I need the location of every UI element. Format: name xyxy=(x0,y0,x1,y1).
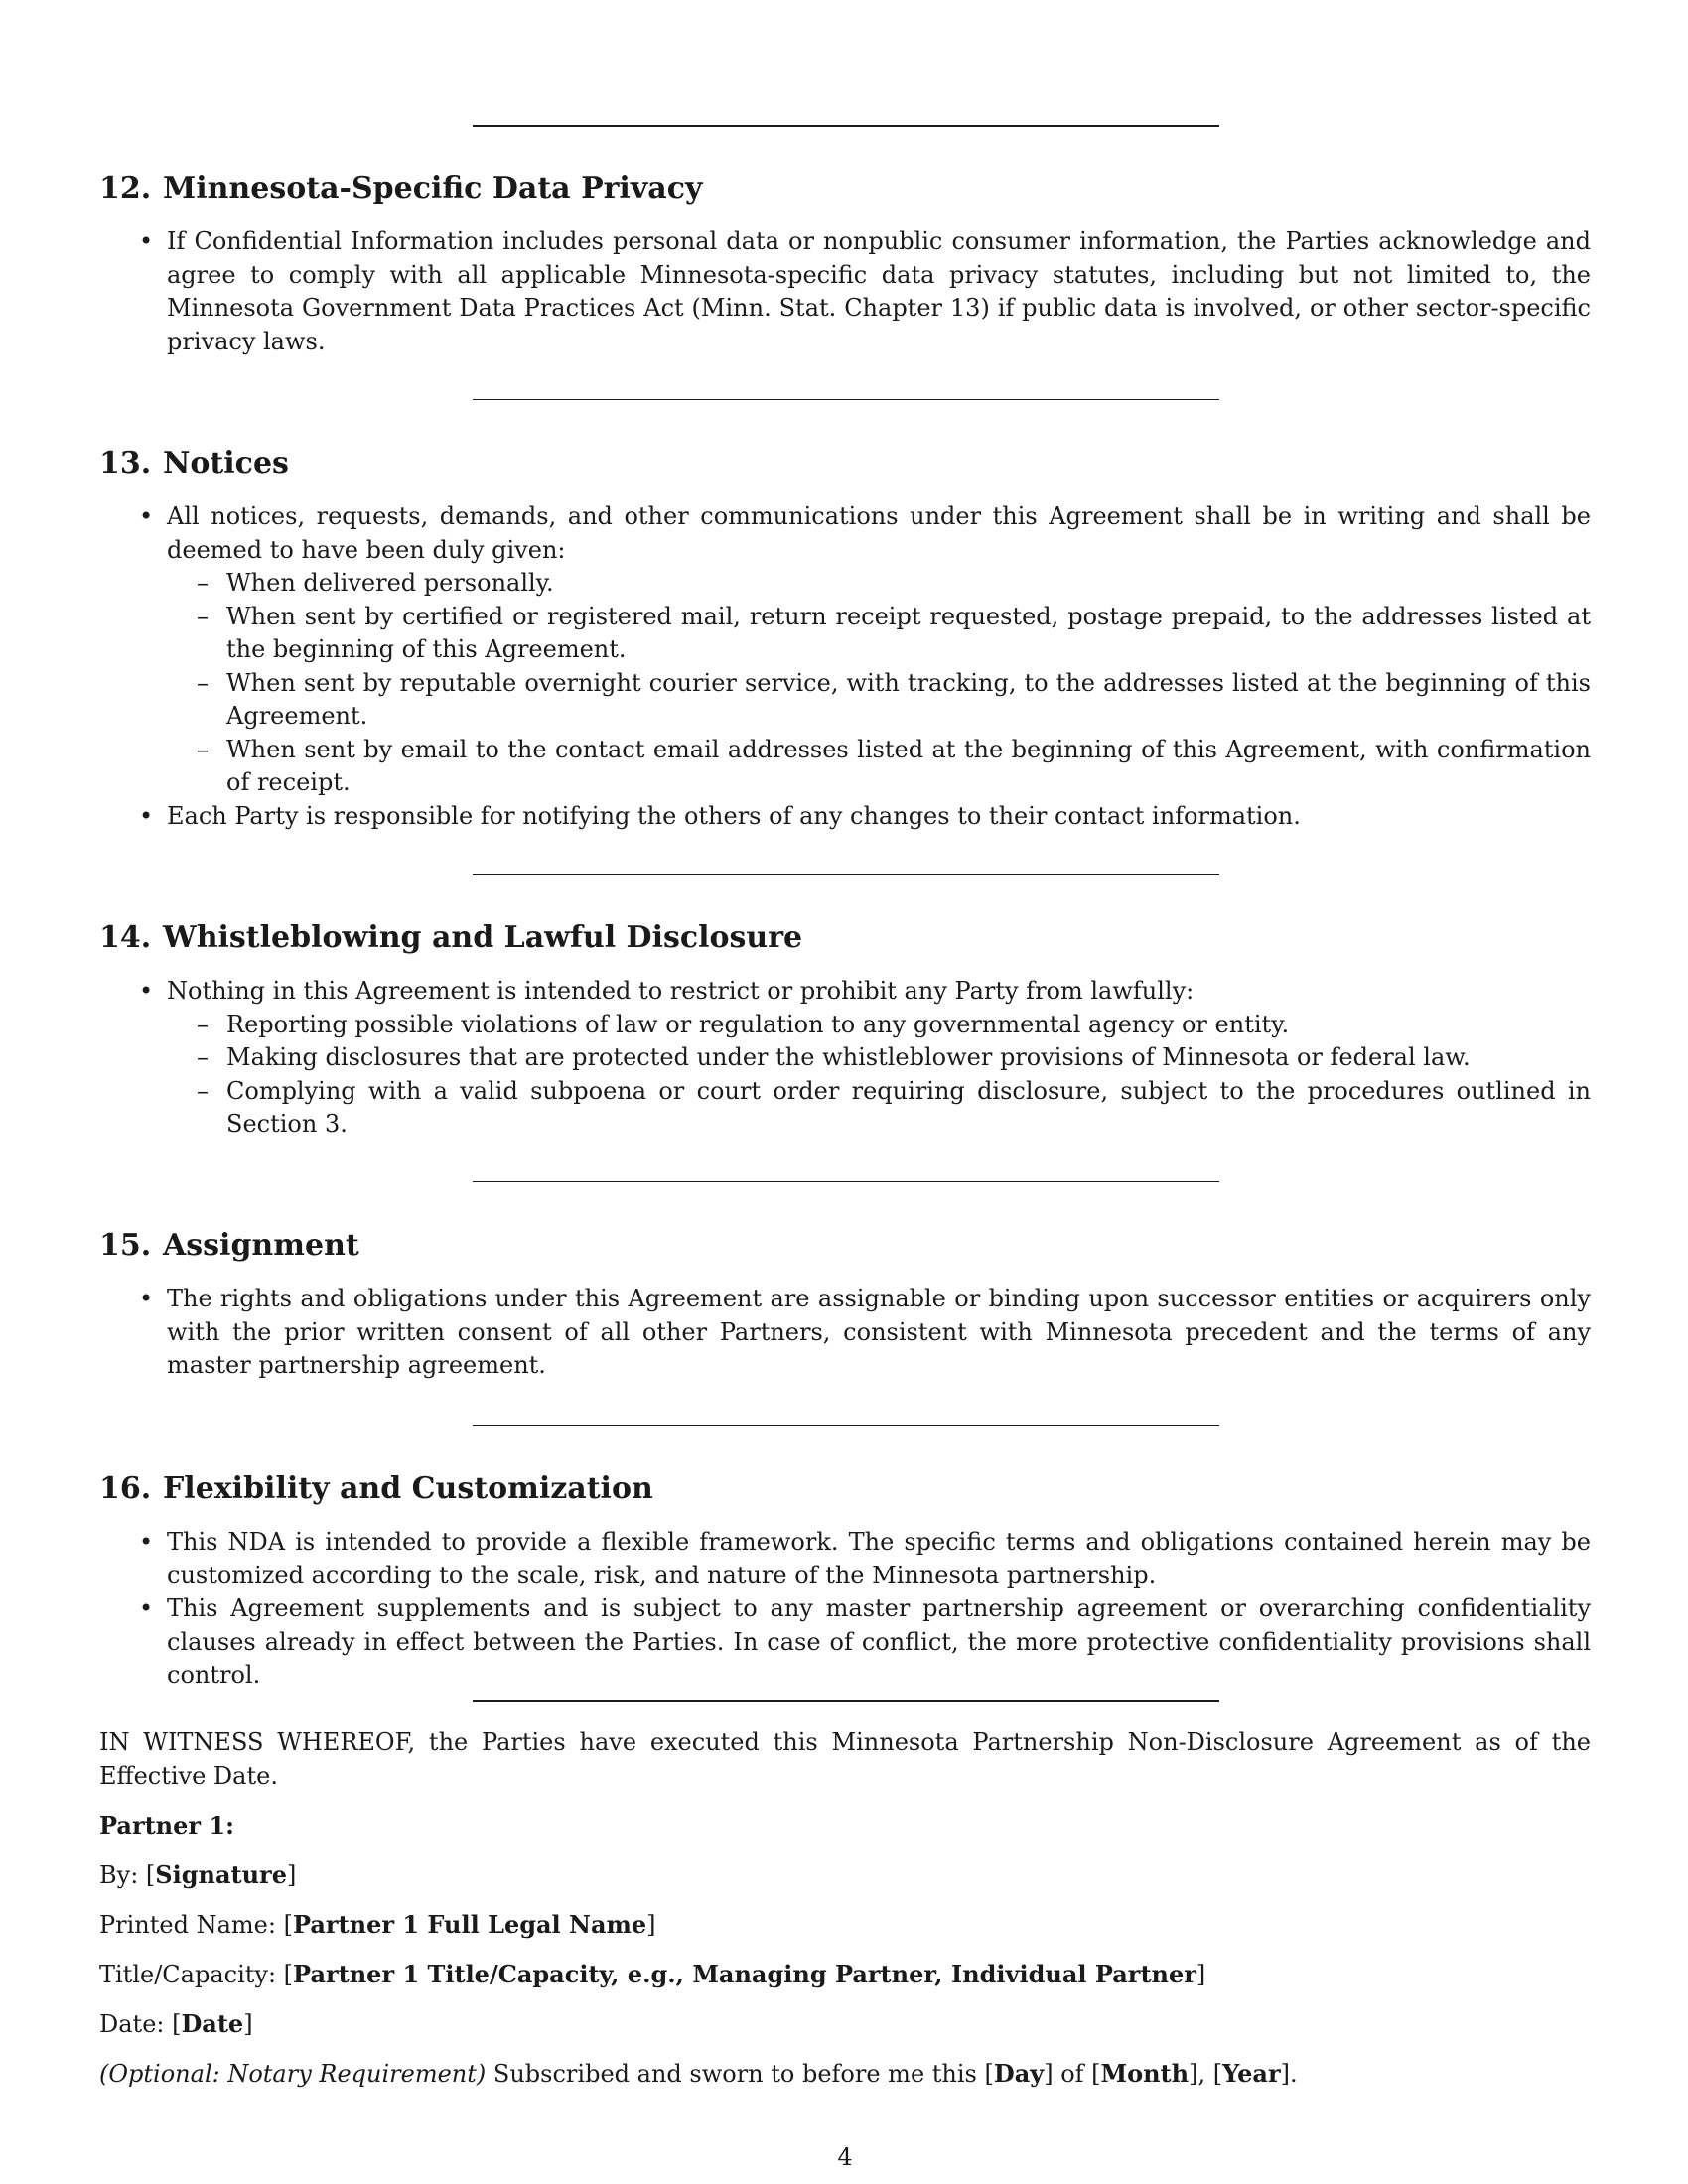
signature-placeholder: Signature xyxy=(155,1860,287,1889)
sub-list-item: – When delivered personally. xyxy=(167,567,1591,601)
notary-month-placeholder: Month xyxy=(1100,2059,1190,2088)
notary-line: (Optional: Notary Requirement) Subscribed and sworn to before me this [Day] of [Month], [Year]. xyxy=(99,2059,1298,2088)
by-label: By: xyxy=(99,1861,139,1889)
page-number: 4 xyxy=(837,2143,853,2171)
notary-year-placeholder: Year xyxy=(1222,2059,1281,2088)
list-item: • Each Party is responsible for notifying the others of any changes to their contact information. xyxy=(99,800,1591,834)
section-title: Minnesota-Specific Data Privacy xyxy=(163,171,703,205)
section-number: 13. xyxy=(99,446,152,480)
section-number: 14. xyxy=(99,920,152,955)
section-divider xyxy=(473,1700,1219,1702)
sub-list xyxy=(167,1009,1591,1142)
partner-heading: Partner 1: xyxy=(99,1811,234,1840)
printed-name-label: Printed Name: xyxy=(99,1911,276,1939)
witness-statement: IN WITNESS WHEREOF, the Parties have executed this Minnesota Partnership Non-Disclosure Agreement as of the Effective Date. xyxy=(99,1728,1591,1790)
section-title: Assignment xyxy=(163,1228,359,1263)
notary-day-placeholder: Day xyxy=(993,2059,1045,2088)
printed-name-placeholder: Partner 1 Full Legal Name xyxy=(292,1910,647,1939)
section-number: 12. xyxy=(99,171,152,205)
section-15-heading xyxy=(99,1228,359,1264)
list-item: • This Agreement supplements and is subject to any master partnership agreement or overarching confidentiality clauses already in effect between the Parties. In case of conflict, the more protective confidentiality provisions shall control. xyxy=(99,1592,1591,1693)
list-item-text: All notices, requests, demands, and other communications under this Agreement shall be in writing and shall be deemed to have been duly given: xyxy=(167,502,1591,564)
title-capacity-placeholder: Partner 1 Title/Capacity, e.g., Managing Partner, Individual Partner xyxy=(293,1960,1196,1988)
section-15-list xyxy=(99,1283,1591,1383)
section-14-heading xyxy=(99,920,802,956)
notary-text: Subscribed and sworn to before me this xyxy=(492,2060,977,2088)
notary-of: of xyxy=(1060,2060,1084,2088)
section-13-heading xyxy=(99,446,289,481)
printed-name-line: Printed Name: [Partner 1 Full Legal Name] xyxy=(99,1910,656,1939)
section-divider xyxy=(473,1425,1219,1426)
section-divider xyxy=(473,874,1219,875)
list-item: • The rights and obligations under this Agreement are assignable or binding upon successor entities or acquirers only with the prior written consent of all other Partners, consistent with Minnesota precedent and the terms of any master partnership agreement. xyxy=(99,1283,1591,1383)
section-title: Notices xyxy=(163,446,289,480)
date-label: Date: xyxy=(99,2010,165,2038)
section-divider xyxy=(473,1181,1219,1182)
signature-line: By: [Signature] xyxy=(99,1860,297,1889)
list-item xyxy=(99,500,1591,800)
section-divider xyxy=(473,125,1219,127)
date-placeholder: Date xyxy=(181,2009,244,2038)
section-14-list xyxy=(99,975,1591,1142)
sub-list-item: – When sent by certified or registered mail, return receipt requested, postage prepaid, to the addresses listed at the beginning of this Agreement. xyxy=(167,601,1591,667)
section-16-heading xyxy=(99,1471,653,1507)
list-item: • If Confidential Information includes personal data or nonpublic consumer information, the Parties acknowledge and agree to comply with all applicable Minnesota-specific data privacy statutes, including but not limited to, the Minnesota Government Data Practices Act (Minn. Stat. Chapter 13) if public data is involved, or other sector-specific privacy laws. xyxy=(99,225,1591,358)
sub-list-item: – Making disclosures that are protected under the whistleblower provisions of Minnesota or federal law. xyxy=(167,1041,1591,1075)
sub-list-item: – When sent by reputable overnight courier service, with tracking, to the addresses listed at the beginning of this Agreement. xyxy=(167,667,1591,734)
sub-list-item: – Reporting possible violations of law or regulation to any governmental agency or entity. xyxy=(167,1009,1591,1042)
list-item-text: Nothing in this Agreement is intended to restrict or prohibit any Party from lawfully: xyxy=(167,977,1195,1005)
notary-optional-note: (Optional: Notary Requirement) xyxy=(99,2060,487,2088)
section-13-list xyxy=(99,500,1591,833)
section-divider xyxy=(473,399,1219,400)
title-capacity-line: Title/Capacity: [Partner 1 Title/Capacity, e.g., Managing Partner, Individual Partner] xyxy=(99,1960,1206,1988)
section-16-list xyxy=(99,1526,1591,1693)
section-12-heading xyxy=(99,171,702,206)
section-title: Whistleblowing and Lawful Disclosure xyxy=(163,920,803,955)
sub-list-item: – When sent by email to the contact email addresses listed at the beginning of this Agreement, with confirmation of receipt. xyxy=(167,734,1591,800)
sub-list-item: – Complying with a valid subpoena or court order requiring disclosure, subject to the procedures outlined in Section 3. xyxy=(167,1075,1591,1142)
list-item xyxy=(99,975,1591,1142)
section-title: Flexibility and Customization xyxy=(163,1471,653,1506)
section-number: 15. xyxy=(99,1228,152,1263)
section-number: 16. xyxy=(99,1471,152,1506)
list-item: • This NDA is intended to provide a flexible framework. The specific terms and obligations contained herein may be customized according to the scale, risk, and nature of the Minnesota partnership. xyxy=(99,1526,1591,1592)
title-capacity-label: Title/Capacity: xyxy=(99,1961,277,1988)
date-line: Date: [Date] xyxy=(99,2009,253,2038)
sub-list xyxy=(167,567,1591,800)
section-12-list xyxy=(99,225,1591,358)
